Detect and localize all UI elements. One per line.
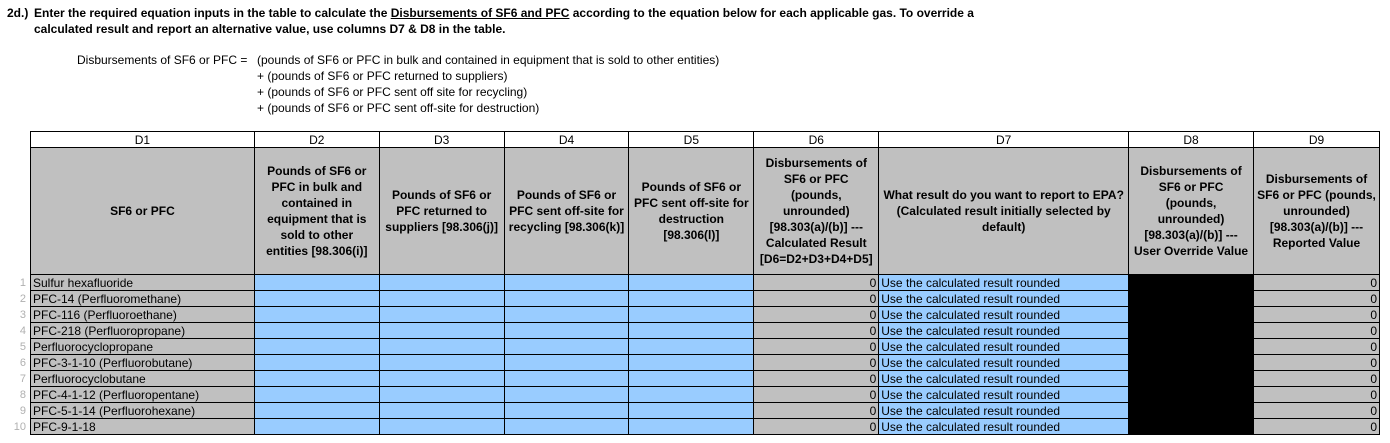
destruction-input[interactable]	[629, 419, 754, 435]
calculated-result-cell: 0	[754, 355, 879, 371]
reported-value-cell: 0	[1254, 291, 1380, 307]
destruction-input[interactable]	[629, 355, 754, 371]
returned-suppliers-input[interactable]	[379, 403, 504, 419]
column-id-d2: D2	[254, 132, 379, 148]
destruction-input[interactable]	[629, 275, 754, 291]
formula-lhs: Disbursements of SF6 or PFC =	[77, 53, 248, 67]
reported-value-cell: 0	[1254, 371, 1380, 387]
header-d5: Pounds of SF6 or PFC sent off-site for destruction [98.306(l)]	[629, 148, 754, 275]
header-d9: Disbursements of SF6 or PFC (pounds, unrounded) [98.303(a)/(b)] --- Reported Value	[1254, 148, 1380, 275]
reported-value-cell: 0	[1254, 419, 1380, 435]
override-value-cell	[1129, 371, 1254, 387]
override-value-cell	[1129, 355, 1254, 371]
column-id-d4: D4	[504, 132, 629, 148]
recycling-input[interactable]	[504, 323, 629, 339]
report-choice-dropdown[interactable]: Use the calculated result rounded	[879, 307, 1129, 323]
bulk-sold-input[interactable]	[254, 339, 379, 355]
report-choice-dropdown[interactable]: Use the calculated result rounded	[879, 323, 1129, 339]
header-d7: What result do you want to report to EPA? (Calculated result initially selected by default)	[879, 148, 1129, 275]
header-d1: SF6 or PFC	[31, 148, 255, 275]
bulk-sold-input[interactable]	[254, 323, 379, 339]
override-value-cell	[1129, 403, 1254, 419]
destruction-input[interactable]	[629, 371, 754, 387]
row-number: 9	[19, 405, 26, 417]
header-d4: Pounds of SF6 or PFC sent off-site for recycling [98.306(k)]	[504, 148, 629, 275]
destruction-input[interactable]	[629, 307, 754, 323]
destruction-input[interactable]	[629, 387, 754, 403]
report-choice-dropdown[interactable]: Use the calculated result rounded	[879, 339, 1129, 355]
calculated-result-cell: 0	[754, 371, 879, 387]
override-value-cell	[1129, 307, 1254, 323]
calculated-result-cell: 0	[754, 275, 879, 291]
override-value-cell	[1129, 387, 1254, 403]
calculated-result-cell: 0	[754, 403, 879, 419]
returned-suppliers-input[interactable]	[379, 275, 504, 291]
gas-name-cell: Perfluorocyclobutane	[31, 371, 255, 387]
reported-value-cell: 0	[1254, 323, 1380, 339]
recycling-input[interactable]	[504, 339, 629, 355]
disbursements-table-wrapper	[30, 131, 1380, 435]
bulk-sold-input[interactable]	[254, 403, 379, 419]
table-row	[31, 371, 1380, 387]
override-value-cell	[1129, 291, 1254, 307]
reported-value-cell: 0	[1254, 275, 1380, 291]
calculated-result-cell: 0	[754, 387, 879, 403]
calculated-result-cell: 0	[754, 291, 879, 307]
recycling-input[interactable]	[504, 419, 629, 435]
row-number: 6	[19, 357, 26, 369]
calculated-result-cell: 0	[754, 307, 879, 323]
recycling-input[interactable]	[504, 291, 629, 307]
returned-suppliers-input[interactable]	[379, 307, 504, 323]
recycling-input[interactable]	[504, 355, 629, 371]
header-d6: Disbursements of SF6 or PFC (pounds, unrounded) [98.303(a)/(b)] --- Calculated Result [D6=D2+D3+D4+D5]	[754, 148, 879, 275]
header-d2: Pounds of SF6 or PFC in bulk and contained in equipment that is sold to other entities [98.306(i)]	[254, 148, 379, 275]
header-d3: Pounds of SF6 or PFC returned to suppliers [98.306(j)]	[379, 148, 504, 275]
disbursements-link: Disbursements of SF6 and PFC	[390, 6, 570, 20]
report-choice-dropdown[interactable]: Use the calculated result rounded	[879, 355, 1129, 371]
bulk-sold-input[interactable]	[254, 307, 379, 323]
report-choice-dropdown[interactable]: Use the calculated result rounded	[879, 371, 1129, 387]
destruction-input[interactable]	[629, 291, 754, 307]
gas-name-cell: Sulfur hexafluoride	[31, 275, 255, 291]
returned-suppliers-input[interactable]	[379, 419, 504, 435]
destruction-input[interactable]	[629, 339, 754, 355]
column-id-d1: D1	[31, 132, 255, 148]
override-value-cell	[1129, 323, 1254, 339]
table-row	[31, 403, 1380, 419]
bulk-sold-input[interactable]	[254, 275, 379, 291]
returned-suppliers-input[interactable]	[379, 323, 504, 339]
column-id-d3: D3	[379, 132, 504, 148]
gas-name-cell: PFC-4-1-12 (Perfluoropentane)	[31, 387, 255, 403]
formula-term-2: + (pounds of SF6 or PFC returned to suppliers)	[257, 69, 508, 83]
row-number: 5	[19, 341, 26, 353]
destruction-input[interactable]	[629, 323, 754, 339]
bulk-sold-input[interactable]	[254, 355, 379, 371]
column-id-d5: D5	[629, 132, 754, 148]
table-row	[31, 323, 1380, 339]
reported-value-cell: 0	[1254, 307, 1380, 323]
table-row	[31, 387, 1380, 403]
bulk-sold-input[interactable]	[254, 371, 379, 387]
row-number: 3	[19, 309, 26, 321]
calculated-result-cell: 0	[754, 323, 879, 339]
calculated-result-cell: 0	[754, 339, 879, 355]
recycling-input[interactable]	[504, 387, 629, 403]
row-numbers	[0, 275, 28, 435]
column-id-d7: D7	[879, 132, 1129, 148]
row-number: 2	[19, 293, 26, 305]
override-value-cell	[1129, 419, 1254, 435]
column-id-d9: D9	[1254, 132, 1380, 148]
formula-term-4: + (pounds of SF6 or PFC sent off-site for destruction)	[257, 101, 540, 115]
formula-term-3: + (pounds of SF6 or PFC sent off site for recycling)	[257, 85, 528, 99]
bulk-sold-input[interactable]	[254, 291, 379, 307]
recycling-input[interactable]	[504, 403, 629, 419]
table-row	[31, 307, 1380, 323]
gas-name-cell: PFC-218 (Perfluoropropane)	[31, 323, 255, 339]
report-choice-dropdown[interactable]: Use the calculated result rounded	[879, 291, 1129, 307]
reported-value-cell: 0	[1254, 387, 1380, 403]
returned-suppliers-input[interactable]	[379, 339, 504, 355]
header-d8: Disbursements of SF6 or PFC (pounds, unrounded) [98.303(a)/(b)] --- User Override Value	[1129, 148, 1254, 275]
returned-suppliers-input[interactable]	[379, 387, 504, 403]
returned-suppliers-input[interactable]	[379, 291, 504, 307]
reported-value-cell: 0	[1254, 339, 1380, 355]
gas-name-cell: PFC-14 (Perfluoromethane)	[31, 291, 255, 307]
gas-name-cell: PFC-3-1-10 (Perfluorobutane)	[31, 355, 255, 371]
returned-suppliers-input[interactable]	[379, 355, 504, 371]
calculated-result-cell: 0	[754, 419, 879, 435]
gas-name-cell: PFC-9-1-18	[31, 419, 255, 435]
bulk-sold-input[interactable]	[254, 387, 379, 403]
disbursements-table	[30, 131, 1380, 435]
row-number: 8	[19, 389, 26, 401]
instruction-line-1: Enter the required equation inputs in the table to calculate the Disbursements of SF6 and PFC according to the equation below for each applicable gas. To override a	[34, 6, 974, 20]
table-row	[31, 339, 1380, 355]
table-row	[31, 355, 1380, 371]
report-choice-dropdown[interactable]: Use the calculated result rounded	[879, 387, 1129, 403]
formula-term-1: (pounds of SF6 or PFC in bulk and contained in equipment that is sold to other entities)	[257, 53, 720, 67]
step-number: 2d.)	[7, 6, 29, 20]
bulk-sold-input[interactable]	[254, 419, 379, 435]
column-id-d6: D6	[754, 132, 879, 148]
table-row	[31, 291, 1380, 307]
instruction-line-2: calculated result and report an alternative value, use columns D7 & D8 in the table.	[34, 22, 506, 36]
row-number: 10	[13, 421, 26, 433]
destruction-input[interactable]	[629, 403, 754, 419]
report-choice-dropdown[interactable]: Use the calculated result rounded	[879, 403, 1129, 419]
table-row	[31, 275, 1380, 291]
column-id-d8: D8	[1129, 132, 1254, 148]
recycling-input[interactable]	[504, 275, 629, 291]
report-choice-dropdown[interactable]: Use the calculated result rounded	[879, 419, 1129, 435]
row-number: 4	[19, 325, 26, 337]
table-row	[31, 419, 1380, 435]
gas-name-cell: PFC-5-1-14 (Perfluorohexane)	[31, 403, 255, 419]
row-number: 1	[19, 277, 26, 289]
gas-name-cell: Perfluorocyclopropane	[31, 339, 255, 355]
override-value-cell	[1129, 339, 1254, 355]
recycling-input[interactable]	[504, 371, 629, 387]
override-value-cell	[1129, 275, 1254, 291]
row-number: 7	[19, 373, 26, 385]
reported-value-cell: 0	[1254, 403, 1380, 419]
reported-value-cell: 0	[1254, 355, 1380, 371]
report-choice-dropdown[interactable]: Use the calculated result rounded	[879, 275, 1129, 291]
gas-name-cell: PFC-116 (Perfluoroethane)	[31, 307, 255, 323]
recycling-input[interactable]	[504, 307, 629, 323]
returned-suppliers-input[interactable]	[379, 371, 504, 387]
